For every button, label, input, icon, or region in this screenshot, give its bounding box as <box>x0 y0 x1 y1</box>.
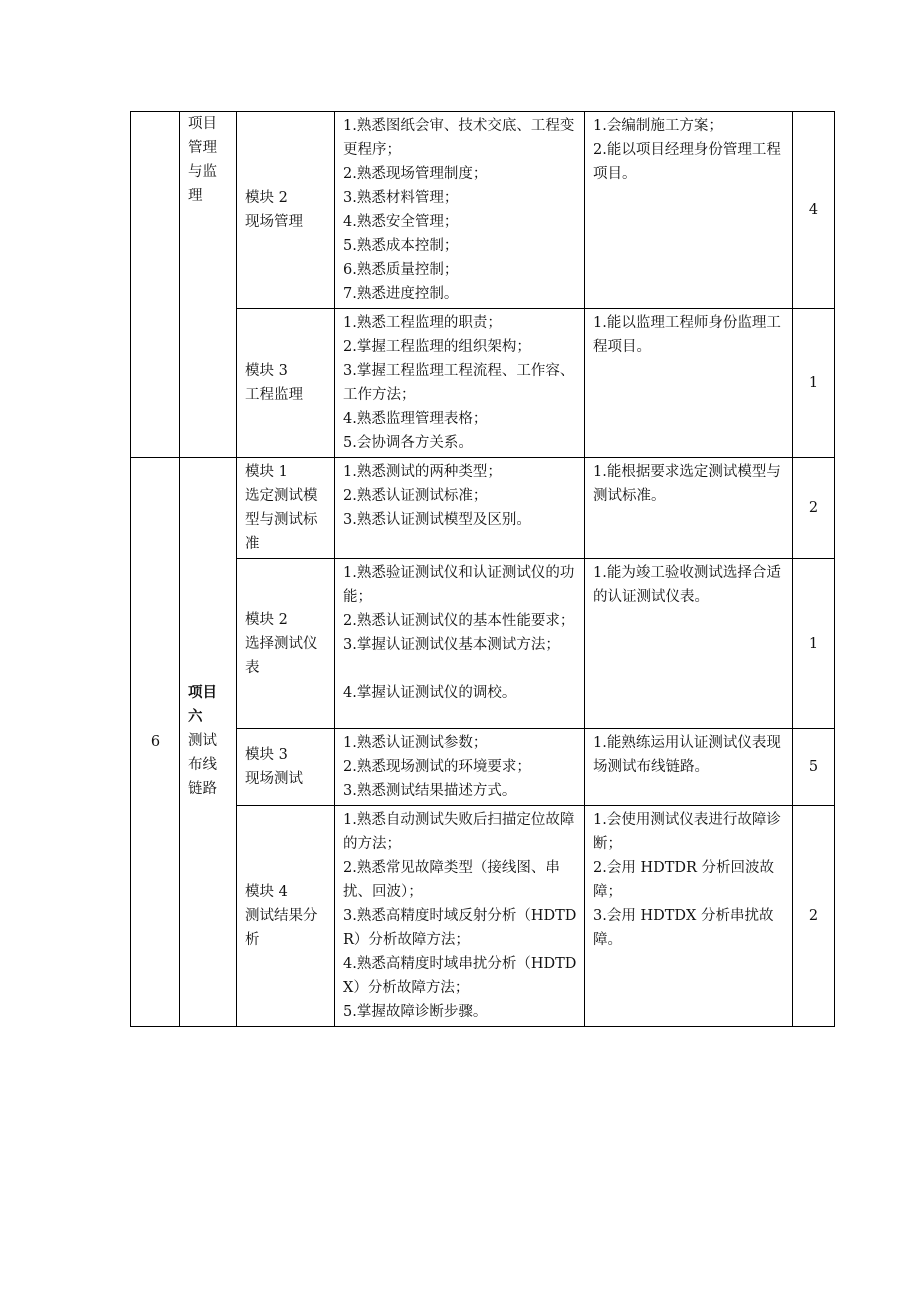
knowledge-item: 3.掌握工程监理工程流程、工作容、工作方法； <box>343 363 575 403</box>
knowledge-item: 2.熟悉现场管理制度； <box>343 166 488 182</box>
table-row <box>131 559 835 729</box>
knowledge-item: 1.熟悉认证测试参数； <box>343 735 488 751</box>
project-name-line: 链路 <box>188 781 217 797</box>
hours-cell: 2 <box>793 458 835 559</box>
knowledge-item: 2.熟悉认证测试标准； <box>343 488 488 504</box>
course-table <box>130 111 835 1027</box>
table-row <box>131 458 835 559</box>
skills-cell <box>585 729 793 806</box>
project-name-line: 布线 <box>188 757 217 773</box>
skill-item: 1.能为竣工验收测试选择合适的认证测试仪表。 <box>593 565 781 605</box>
project-name-line: 六 <box>188 708 203 725</box>
knowledge-item: 1.熟悉工程监理的职责； <box>343 315 502 331</box>
knowledge-item: 3.掌握认证测试仪基本测试方法； <box>343 637 560 653</box>
knowledge-item: 7.熟悉进度控制。 <box>343 286 459 302</box>
knowledge-cell <box>335 458 585 559</box>
module-number: 模块 3 <box>245 747 288 763</box>
knowledge-blank-line <box>343 657 577 681</box>
knowledge-item: 4.熟悉高精度时域串扰分析（HDTDX）分析故障方法； <box>343 956 577 996</box>
skill-item: 1.能以监理工程师身份监理工程项目。 <box>593 315 781 355</box>
knowledge-item: 5.会协调各方关系。 <box>343 435 473 451</box>
knowledge-item: 1.熟悉自动测试失败后扫描定位故障的方法； <box>343 812 575 852</box>
knowledge-item: 3.熟悉材料管理； <box>343 190 459 206</box>
module-name-cell <box>237 729 335 806</box>
knowledge-cell <box>335 559 585 729</box>
skill-item: 1.会使用测试仪表进行故障诊断； <box>593 812 781 852</box>
skills-cell <box>585 112 793 309</box>
project-number-cell: 6 <box>131 458 180 1027</box>
hours-cell: 4 <box>793 112 835 309</box>
module-number: 模块 4 <box>245 884 288 900</box>
knowledge-cell <box>335 729 585 806</box>
knowledge-item: 3.熟悉高精度时域反射分析（HDTDR）分析故障方法； <box>343 908 577 948</box>
module-title: 工程监理 <box>245 387 303 403</box>
skills-cell <box>585 458 793 559</box>
project-name-cell <box>180 112 237 458</box>
knowledge-item: 2.熟悉现场测试的环境要求； <box>343 759 531 775</box>
hours-cell: 1 <box>793 559 835 729</box>
skill-item: 1.能熟练运用认证测试仪表现场测试布线链路。 <box>593 735 781 775</box>
table-row <box>131 112 835 309</box>
hours-cell: 1 <box>793 309 835 458</box>
project-name-line: 项目 <box>188 684 217 701</box>
project-number-cell <box>131 112 180 458</box>
knowledge-item: 2.熟悉认证测试仪的基本性能要求； <box>343 613 575 629</box>
module-name-cell <box>237 458 335 559</box>
skill-item: 2.会用 HDTDR 分析回波故障； <box>593 860 775 900</box>
module-title: 选定测试模型与测试标准 <box>245 488 318 552</box>
knowledge-item: 2.掌握工程监理的组织架构； <box>343 339 531 355</box>
hours-cell: 5 <box>793 729 835 806</box>
hours-cell: 2 <box>793 806 835 1027</box>
skill-item: 1.能根据要求选定测试模型与测试标准。 <box>593 464 781 504</box>
table-row <box>131 806 835 1027</box>
module-title: 现场管理 <box>245 214 303 230</box>
knowledge-item: 5.熟悉成本控制； <box>343 238 459 254</box>
module-number: 模块 2 <box>245 611 288 628</box>
knowledge-item: 6.熟悉质量控制； <box>343 262 459 278</box>
project-name-line: 测试 <box>188 733 217 749</box>
knowledge-item: 3.熟悉测试结果描述方式。 <box>343 783 517 799</box>
knowledge-item: 4.熟悉监理管理表格； <box>343 411 488 427</box>
module-title: 现场测试 <box>245 771 303 787</box>
project-name-line: 与监 <box>188 164 217 180</box>
module-number: 模块 1 <box>245 464 288 480</box>
project-name-line: 理 <box>188 188 203 204</box>
skills-cell <box>585 309 793 458</box>
module-title: 选择测试仪表 <box>245 635 318 676</box>
module-name-cell <box>237 559 335 729</box>
module-name-cell <box>237 309 335 458</box>
project-name-cell <box>180 458 237 1027</box>
knowledge-cell <box>335 806 585 1027</box>
project-name-line: 项目 <box>188 116 217 132</box>
knowledge-item: 5.掌握故障诊断步骤。 <box>343 1004 488 1020</box>
module-name-cell <box>237 806 335 1027</box>
table-row <box>131 729 835 806</box>
knowledge-item: 1.熟悉图纸会审、技术交底、工程变更程序； <box>343 118 575 158</box>
knowledge-item: 1.熟悉验证测试仪和认证测试仪的功能； <box>343 565 575 605</box>
knowledge-item: 4.熟悉安全管理； <box>343 214 459 230</box>
knowledge-item: 3.熟悉认证测试模型及区别。 <box>343 512 531 528</box>
knowledge-cell <box>335 309 585 458</box>
module-name-cell <box>237 112 335 309</box>
table-row <box>131 309 835 458</box>
skill-item: 3.会用 HDTDX 分析串扰故障。 <box>593 908 774 948</box>
skills-cell <box>585 559 793 729</box>
module-title: 测试结果分析 <box>245 908 318 948</box>
knowledge-item: 2.熟悉常见故障类型（接线图、串扰、回波）； <box>343 860 560 900</box>
skills-cell <box>585 806 793 1027</box>
module-number: 模块 2 <box>245 190 288 206</box>
knowledge-item: 4.掌握认证测试仪的调校。 <box>343 685 517 701</box>
skill-item: 2.能以项目经理身份管理工程项目。 <box>593 142 781 182</box>
skill-item: 1.会编制施工方案； <box>593 118 723 134</box>
knowledge-item: 1.熟悉测试的两种类型； <box>343 464 502 480</box>
project-name-line: 管理 <box>188 140 217 156</box>
module-number: 模块 3 <box>245 363 288 379</box>
knowledge-cell <box>335 112 585 309</box>
